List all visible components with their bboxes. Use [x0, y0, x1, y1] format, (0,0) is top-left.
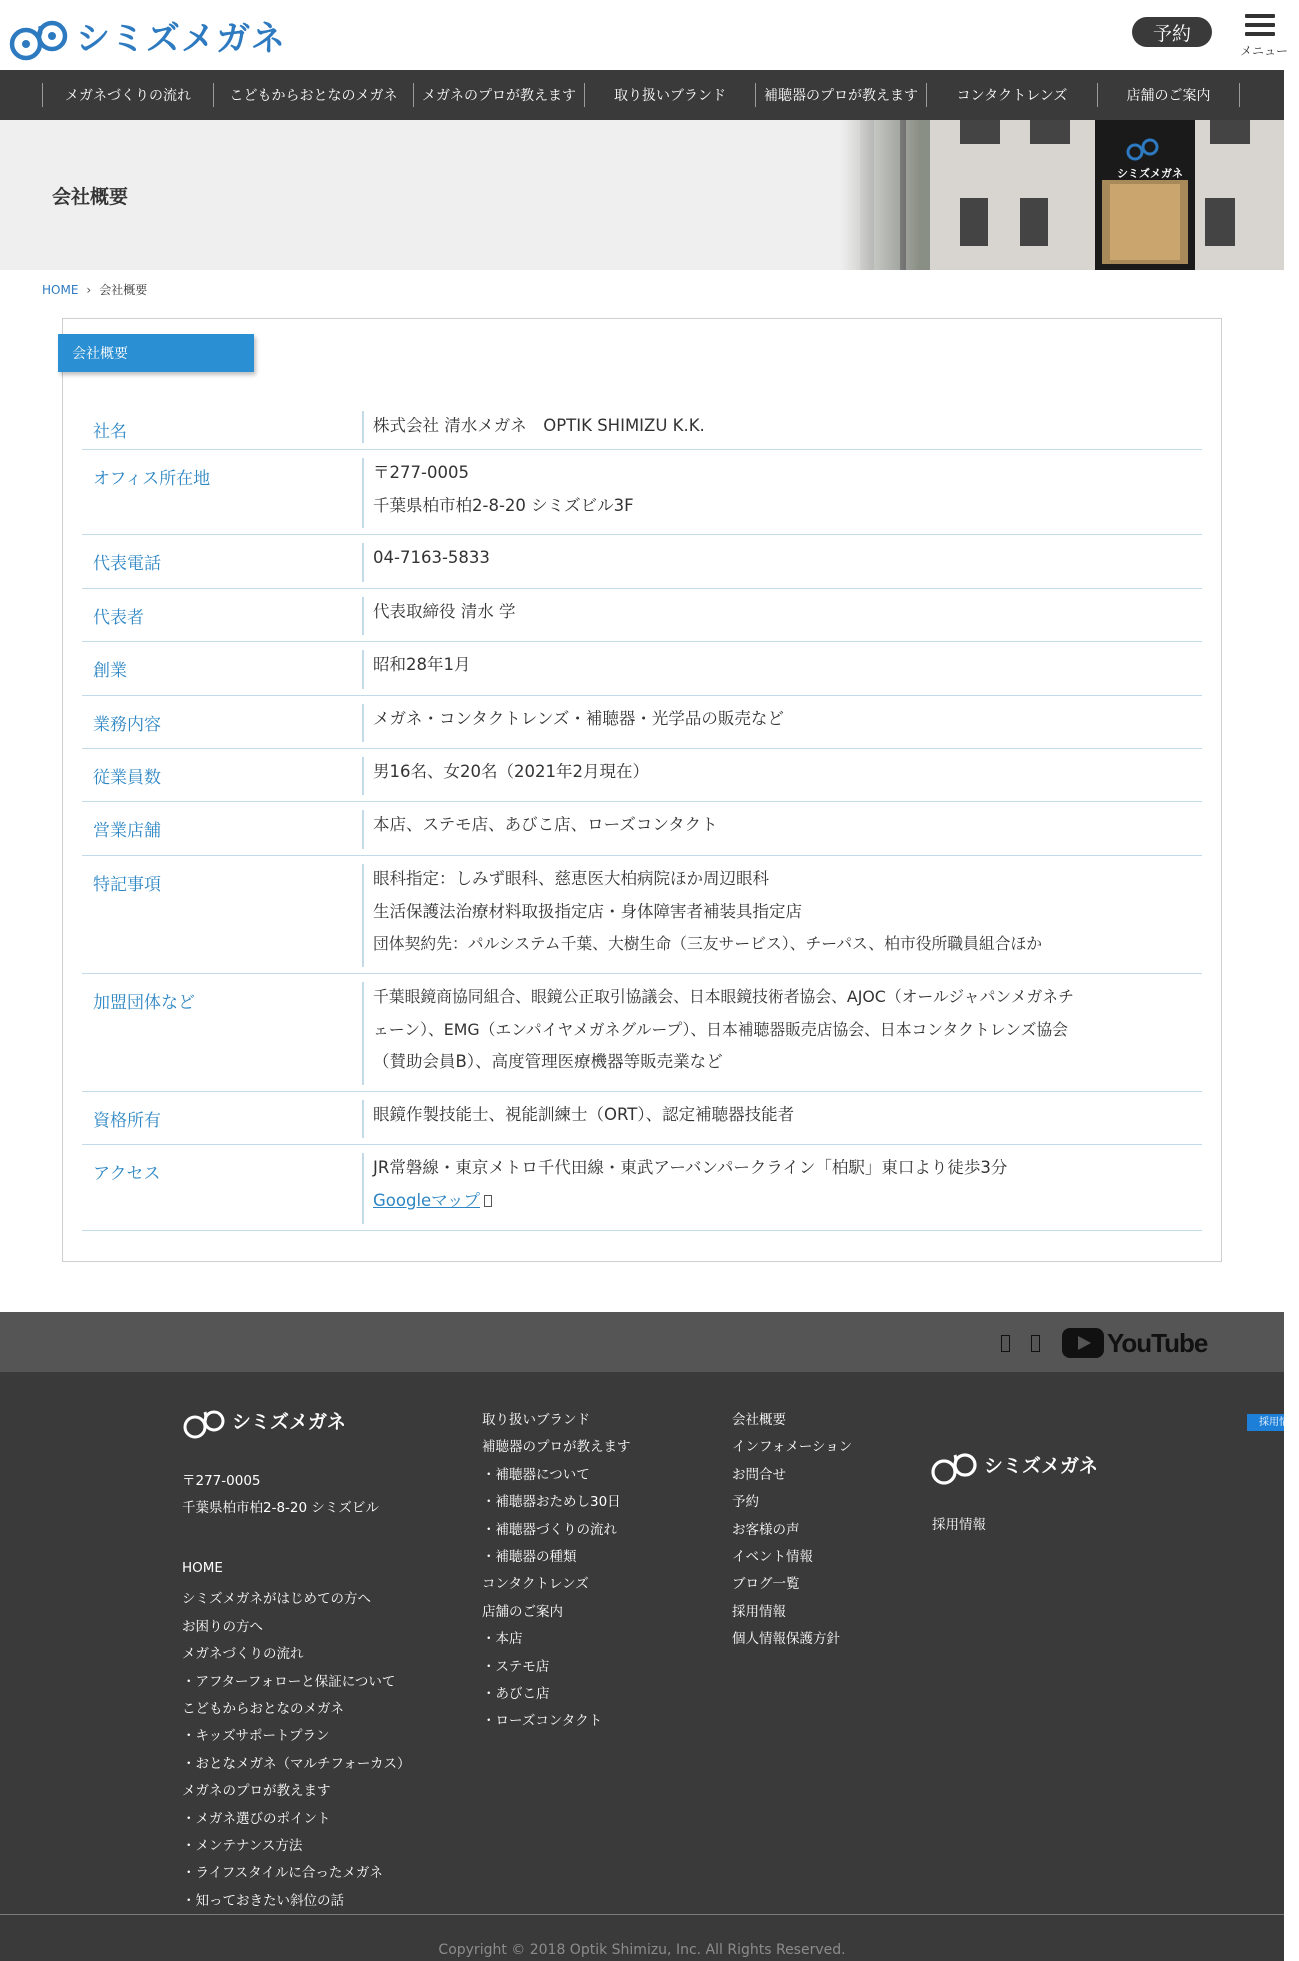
row-value: 株式会社 清水メガネ OPTIK SHIMIZU K.K.: [373, 416, 705, 435]
site-logo[interactable]: [8, 6, 286, 64]
breadcrumb-current: 会社概要: [99, 283, 148, 297]
row-label: 代表電話: [93, 554, 161, 574]
footer-recruit-logo[interactable]: シミズメガネ: [930, 1440, 1098, 1488]
section-heading: 会社概要: [58, 334, 254, 372]
footer-link[interactable]: ・知っておきたい斜位の話: [182, 1892, 344, 1909]
row-value: 千葉眼鏡商協同組合、眼鏡公正取引協議会、日本眼鏡技術者協会、AJOC（オールジャパンメガネチ ェーン）、EMG（エンパイヤメガネグループ）、日本補聴器販売店協会、日本コンタクトレンズ協会 （賛助会員B）、高度管理医療機器等販売業など: [373, 987, 1074, 1071]
table-row: [82, 696, 1202, 749]
footer-link[interactable]: ブログ一覧: [732, 1576, 800, 1593]
row-value: JR常磐線・東京メトロ千代田線・東武アーバンパークライン「柏駅」東口より徒歩3分 Googleマップ: [373, 1158, 1008, 1210]
footer-link[interactable]: コンタクトレンズ: [482, 1576, 589, 1593]
table-row: [82, 1092, 1202, 1145]
row-value: 04-7163-5833: [373, 548, 490, 567]
youtube-link[interactable]: [1062, 1328, 1207, 1358]
reserve-button[interactable]: 予約: [1132, 17, 1212, 47]
row-value: メガネ・コンタクトレンズ・補聴器・光学品の販売など: [373, 709, 784, 728]
row-label: 資格所有: [93, 1111, 161, 1131]
footer-logo[interactable]: シミズメガネ: [182, 1398, 346, 1442]
breadcrumb-home-link[interactable]: HOME: [42, 282, 79, 297]
footer-link[interactable]: ・おとなメガネ（マルチフォーカス）: [182, 1755, 411, 1772]
recruit-floating-tab[interactable]: 採用情報: [1247, 1414, 1284, 1431]
footer-link[interactable]: お問合せ: [732, 1466, 786, 1483]
table-row: [82, 974, 1202, 1092]
row-value: 男16名、女20名（2021年2月現在）: [373, 762, 649, 781]
table-row: [82, 535, 1202, 589]
table-row: [82, 403, 1202, 450]
table-row: [82, 589, 1202, 642]
external-link-icon: [484, 1195, 492, 1207]
site-header: [0, 0, 1289, 70]
youtube-label: YouTube: [1107, 1327, 1208, 1358]
facebook-icon[interactable]: [1031, 1335, 1040, 1352]
row-value: 本店、ステモ店、あびこ店、ローズコンタクト: [373, 815, 718, 834]
store-sign-text: シミズメガネ: [1117, 167, 1183, 180]
row-value: 〒277-0005 千葉県柏市柏2-8-20 シミズビル3F: [373, 463, 634, 515]
chevron-right-icon: ›: [86, 282, 92, 297]
footer-link[interactable]: メガネづくりの流れ: [182, 1646, 304, 1663]
youtube-icon: [1062, 1328, 1104, 1358]
row-label: 特記事項: [93, 875, 161, 895]
row-label: 社名: [93, 422, 127, 442]
table-row: [82, 1145, 1202, 1231]
nav-divider: [1239, 83, 1240, 107]
nav-item-megane-flow[interactable]: メガネづくりの流れ: [42, 83, 213, 107]
copyright: Copyright © 2018 Optik Shimizu, Inc. All Rights Reserved.: [438, 1942, 846, 1958]
nav-item-megane-pro[interactable]: メガネのプロが教えます: [413, 83, 584, 107]
footer-divider: [0, 1914, 1284, 1915]
table-row: [82, 642, 1202, 696]
breadcrumb: [42, 281, 147, 298]
footer-link[interactable]: ・メガネ選びのポイント: [182, 1810, 331, 1827]
global-nav: [0, 70, 1284, 120]
row-label: アクセス: [93, 1164, 161, 1184]
footer-link[interactable]: 予約: [732, 1494, 759, 1511]
footer-link[interactable]: ・あびこ店: [482, 1686, 550, 1702]
footer-link[interactable]: ・キッズサポートプラン: [182, 1728, 330, 1745]
footer-link[interactable]: インフォメーション: [732, 1439, 853, 1456]
footer-postal: 〒277-0005: [182, 1473, 261, 1489]
row-label: 従業員数: [93, 768, 161, 788]
footer-link[interactable]: ・補聴器づくりの流れ: [482, 1521, 617, 1538]
footer-recruit-link[interactable]: 採用情報: [932, 1517, 986, 1533]
logo-text: シミズメガネ: [76, 18, 286, 59]
storefront-photo: [840, 120, 1284, 270]
footer-link[interactable]: ・補聴器の種類: [482, 1549, 577, 1565]
footer-link[interactable]: ・メンテナンス方法: [182, 1838, 303, 1854]
page-hero: [0, 120, 1284, 270]
footer-link[interactable]: ・アフターフォローと保証について: [182, 1673, 396, 1690]
row-value: 代表取締役 清水 学: [373, 602, 516, 621]
footer-link[interactable]: 店舗のご案内: [482, 1603, 563, 1620]
footer-address: 千葉県柏市柏2-8-20 シミズビル: [182, 1500, 379, 1516]
menu-label: メニュー: [1240, 44, 1289, 58]
row-label: オフィス所在地: [93, 469, 211, 489]
table-row: [82, 450, 1202, 535]
page-title: 会社概要: [52, 186, 129, 208]
row-value: 昭和28年1月: [373, 655, 471, 674]
footer-link[interactable]: HOME: [182, 1560, 223, 1576]
menu-button[interactable]: [1238, 10, 1289, 58]
nav-item-contact-lens[interactable]: コンタクトレンズ: [926, 83, 1097, 107]
footer-link[interactable]: ・補聴器について: [482, 1466, 590, 1483]
hamburger-icon: [1245, 14, 1275, 18]
glasses-logo-icon: [182, 1398, 228, 1442]
footer-link[interactable]: ・ローズコンタクト: [482, 1713, 603, 1730]
row-label: 業務内容: [93, 715, 161, 735]
footer-link[interactable]: 会社概要: [732, 1412, 786, 1428]
row-label: 創業: [93, 661, 127, 681]
table-row: [82, 856, 1202, 974]
footer-link[interactable]: シミズメガネがはじめての方へ: [182, 1591, 371, 1608]
instagram-icon[interactable]: [1001, 1335, 1010, 1352]
row-value: 眼科指定：しみず眼科、慈恵医大柏病院ほか周辺眼科 生活保護法治療材料取扱指定店・身体障害者補装具指定店 団体契約先：パルシステム千葉、大樹生命（三友サービス）、チーパス、柏市役所職員組合ほか: [373, 869, 1043, 953]
footer-link[interactable]: お困りの方へ: [182, 1618, 263, 1635]
glasses-logo-icon: [8, 6, 72, 64]
footer-link[interactable]: 取り扱いブランド: [482, 1412, 590, 1428]
glasses-logo-icon: [930, 1440, 980, 1488]
row-label: 営業店舗: [93, 821, 161, 841]
google-map-link[interactable]: Googleマップ: [373, 1190, 481, 1210]
footer-link[interactable]: 補聴器のプロが教えます: [482, 1439, 631, 1456]
footer-link[interactable]: ・ステモ店: [482, 1658, 550, 1675]
table-row: [82, 749, 1202, 802]
footer-link[interactable]: ・本店: [482, 1631, 523, 1648]
nav-item-brands[interactable]: 取り扱いブランド: [584, 83, 755, 107]
row-label: 加盟団体など: [93, 993, 195, 1013]
footer-link[interactable]: こどもからおとなのメガネ: [182, 1701, 344, 1717]
row-value: 眼鏡作製技能士、視能訓練士（ORT）、認定補聴器技能者: [373, 1105, 795, 1124]
row-label: 代表者: [93, 608, 144, 628]
footer-link[interactable]: ・補聴器おためし30日: [482, 1494, 621, 1511]
table-row: [82, 802, 1202, 856]
nav-item-kids-adult[interactable]: こどもからおとなのメガネ: [213, 83, 413, 107]
nav-item-hearing-pro[interactable]: 補聴器のプロが教えます: [755, 83, 926, 107]
footer-link[interactable]: メガネのプロが教えます: [182, 1783, 331, 1800]
footer-link[interactable]: お客様の声: [732, 1521, 800, 1538]
footer-link[interactable]: ・ライフスタイルに合ったメガネ: [182, 1865, 383, 1882]
footer-link[interactable]: 採用情報: [732, 1603, 786, 1620]
nav-item-stores[interactable]: 店舗のご案内: [1097, 83, 1239, 107]
footer-link[interactable]: イベント情報: [732, 1549, 813, 1565]
footer-link[interactable]: 個人情報保護方針: [732, 1631, 840, 1648]
